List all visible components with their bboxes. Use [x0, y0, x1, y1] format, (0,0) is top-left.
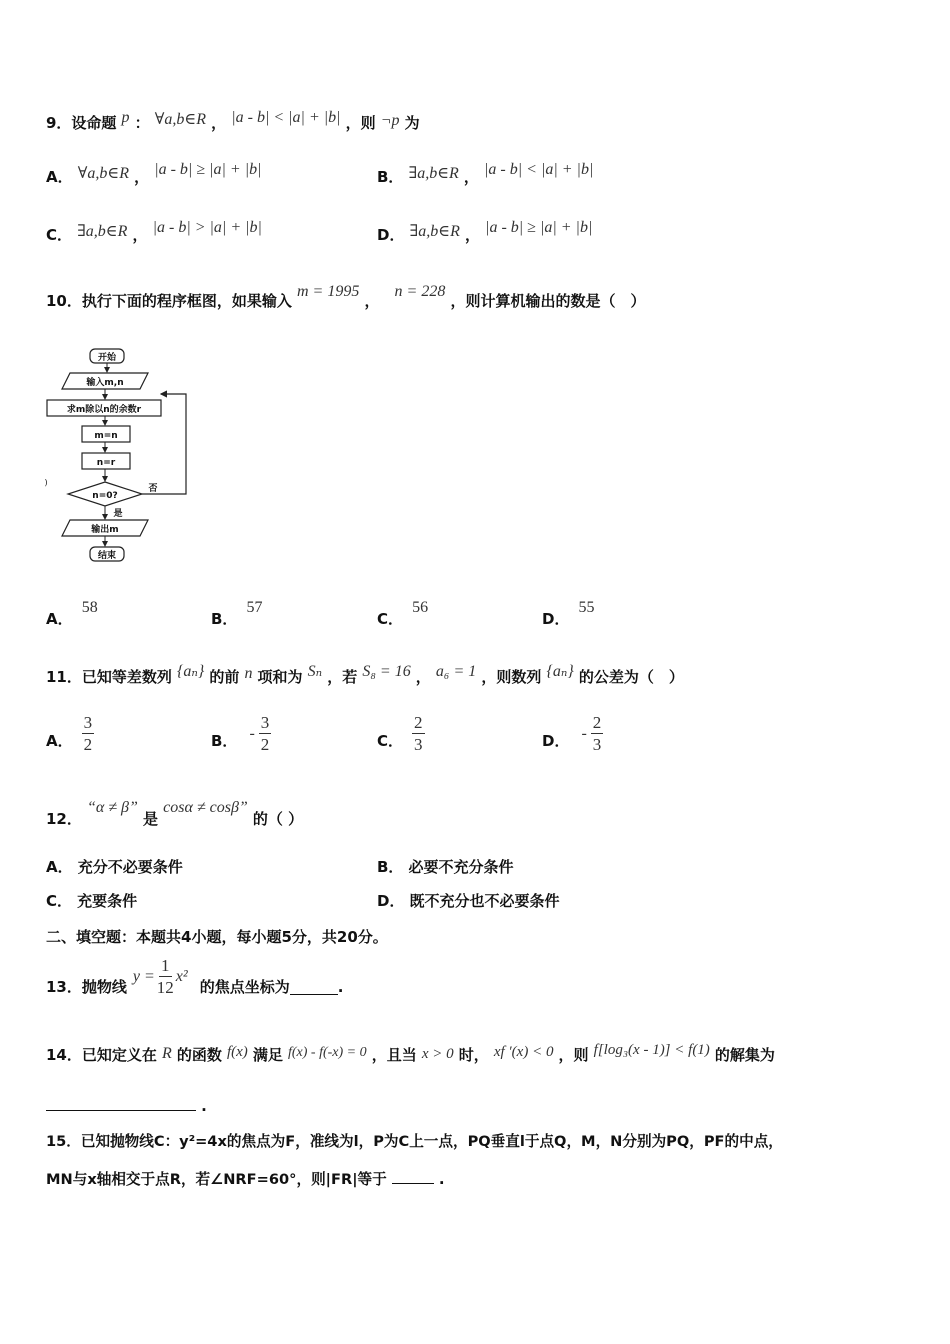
q11-stem — [46, 663, 684, 687]
q13-fraction — [157, 957, 174, 996]
q11-seq2: {aₙ} — [546, 663, 574, 680]
flowchart — [40, 345, 200, 570]
flow-output: 输出m — [91, 525, 119, 535]
q9-option-a-quant: ∀a,b∈R — [77, 165, 129, 182]
q9-option-b-label: B． — [377, 168, 404, 186]
q9-option-d[interactable]: D． ∃a,b∈R ， |a - b| ≥ |a| + |b| — [377, 219, 593, 244]
q11-option-d-sign: - — [581, 724, 587, 742]
q12-cond1: “α ≠ β” — [86, 799, 138, 816]
q13-period: . — [337, 977, 344, 996]
q12-option-b-label: B． — [377, 858, 404, 876]
q10-option-a[interactable] — [46, 596, 98, 628]
q11-mid1: 的前 — [209, 668, 240, 686]
q11-option-b-num: 3 — [260, 713, 270, 732]
q12-stem — [46, 799, 304, 829]
q10-option-d[interactable] — [542, 596, 595, 628]
q14-cond: x > 0 — [421, 1046, 454, 1062]
q9-end: 为 — [404, 114, 420, 132]
q11-seq: {aₙ} — [176, 663, 205, 680]
q14-mid5: ，则 — [558, 1046, 589, 1064]
q11-option-b[interactable] — [211, 714, 271, 753]
q11-option-c-den: 3 — [414, 735, 423, 754]
q9-option-c-label: C． — [46, 226, 73, 244]
q9-option-d-quant: ∃a,b∈R — [409, 223, 460, 240]
q12-option-a-text: 充分不必要条件 — [77, 858, 183, 876]
q14-eq: f(x) - f(-x) = 0 — [287, 1045, 367, 1060]
q10-option-a-value: 58 — [81, 599, 98, 616]
q9-option-d-ineq: |a - b| ≥ |a| + |b| — [485, 219, 593, 236]
flow-no-path — [142, 394, 186, 494]
section2-heading: 二、填空题：本题共4小题，每小题5分，共20分。 — [46, 928, 388, 946]
q9-option-a[interactable]: A． ∀a,b∈R ， |a - b| ≥ |a| + |b| — [46, 161, 262, 186]
flow-end: 结束 — [97, 551, 117, 561]
q10-n-value: n = 228 — [394, 283, 446, 300]
q13-end: 的焦点坐标为 — [199, 978, 290, 996]
q12-cond2: cosα ≠ cosβ” — [163, 799, 248, 816]
q12-option-a[interactable] — [46, 856, 183, 877]
q10-option-d-value: 55 — [578, 599, 595, 616]
q9-option-b-quant: ∃a,b∈R — [408, 165, 459, 182]
q11-s8: S₈ = 16 — [362, 663, 411, 680]
q9-colon: ： — [134, 114, 150, 132]
q12-option-b-text: 必要不充分条件 — [408, 858, 514, 876]
flow-decision: n=0? — [92, 491, 118, 501]
q11-mid2: 项和为 — [257, 668, 303, 686]
q11-sep: ， — [415, 668, 431, 686]
q11-option-d[interactable] — [542, 714, 603, 753]
q9-stem-text: 9．设命题 — [46, 114, 117, 132]
q14-stem — [46, 1044, 775, 1065]
q15-line2: MN与x轴相交于点R，若∠NRF=60°，则|FR|等于 — [46, 1171, 387, 1188]
q10-option-a-label: A． — [46, 610, 73, 628]
q10-option-c-value: 56 — [412, 599, 429, 616]
q10-m-value: m = 1995 — [296, 283, 360, 300]
flow-assign1: m=n — [94, 431, 118, 441]
q11-option-b-den: 2 — [260, 735, 270, 754]
q9-option-a-ineq: |a - b| ≥ |a| + |b| — [154, 161, 262, 178]
q13-stem-text: 13．抛物线 — [46, 978, 127, 996]
q13-num: 1 — [161, 956, 170, 975]
q12-end: 的（ ） — [252, 810, 304, 828]
q9-option-d-label: D． — [377, 226, 405, 244]
flow-start: 开始 — [97, 353, 117, 363]
q9-option-b-ineq: |a - b| < |a| + |b| — [484, 161, 594, 178]
q11-option-d-den: 3 — [592, 735, 602, 754]
q12-option-c-label: C． — [46, 892, 73, 910]
q14-period: . — [201, 1097, 207, 1115]
q9-option-c-ineq: |a - b| > |a| + |b| — [152, 219, 262, 236]
q11-n: n — [244, 665, 253, 682]
q11-stem-text: 11．已知等差数列 — [46, 668, 172, 686]
q9-comma: ， — [211, 114, 227, 132]
flow-input: 输入m,n — [86, 378, 124, 388]
flow-assign2: n=r — [96, 458, 116, 468]
q12-option-d-text: 既不充分也不必要条件 — [409, 892, 560, 910]
q14-fx: f(x) — [226, 1044, 248, 1060]
q11-option-c[interactable] — [377, 714, 425, 753]
q13-answer-blank[interactable] — [290, 980, 338, 995]
q9-ineq: |a - b| < |a| + |b| — [231, 109, 341, 126]
q14-ineq: f[log₃(x - 1)] < f(1) — [593, 1042, 710, 1058]
q10-option-b-value: 57 — [246, 599, 263, 616]
q11-option-a-den: 2 — [83, 735, 93, 754]
q15-line2-row — [46, 1168, 445, 1189]
q10-option-c[interactable] — [377, 596, 429, 628]
q11-option-c-label: C． — [377, 732, 404, 750]
q11-option-a-fraction — [82, 714, 95, 753]
q14-answer-line — [46, 1094, 207, 1115]
q11-option-d-label: D． — [542, 732, 570, 750]
q11-mid4: ，则数列 — [481, 668, 542, 686]
q11-end: 的公差为（ ） — [578, 668, 684, 686]
q13-stem — [46, 956, 343, 997]
q11-option-b-sign: - — [249, 724, 255, 742]
q12-option-b[interactable] — [377, 856, 514, 877]
q11-option-c-num: 2 — [414, 713, 423, 732]
q9-forall: ∀a,b∈R — [154, 111, 207, 128]
q13-y: y = — [132, 967, 155, 985]
q14-mid1: 的函数 — [176, 1046, 222, 1064]
q14-end: 的解集为 — [714, 1046, 775, 1064]
q10-end: ，则计算机输出的数是（ ） — [450, 292, 646, 310]
q10-option-d-label: D． — [542, 610, 570, 628]
q12-option-c-text: 充要条件 — [77, 892, 138, 910]
q12-option-c[interactable] — [46, 890, 137, 911]
q9-option-c[interactable]: C． ∃a,b∈R ， |a - b| > |a| + |b| — [46, 219, 262, 244]
q10-option-c-label: C． — [377, 610, 404, 628]
q14-answer-blank[interactable] — [46, 1094, 196, 1111]
flow-no: 否 — [148, 484, 158, 494]
flow-yes: 是 — [113, 509, 123, 519]
q9-option-b[interactable]: B． ∃a,b∈R ， |a - b| < |a| + |b| — [377, 161, 594, 186]
flow-mark: ) — [44, 478, 48, 487]
q9-p: p — [121, 109, 130, 126]
q9-stem — [46, 109, 420, 133]
q13-x2: x² — [175, 967, 188, 985]
q11-option-a-label: A． — [46, 732, 73, 750]
q12-num: 12． — [46, 810, 82, 828]
q14-mid3: ，且当 — [371, 1046, 417, 1064]
q9-notp: ¬p — [380, 112, 400, 129]
q15-line1: 15．已知抛物线C：y²=4x的焦点为F，准线为l，P为C上一点，PQ垂直l于点Q，M，N分别为PQ，PF的中点， — [46, 1133, 783, 1150]
q12-option-d-label: D． — [377, 892, 405, 910]
q15-period: . — [438, 1170, 445, 1188]
q9-then: ，则 — [345, 114, 376, 132]
q13-den: 12 — [156, 978, 174, 997]
q11-sn: Sₙ — [307, 663, 323, 680]
q11-option-a-num: 3 — [83, 713, 93, 732]
q12-option-d[interactable] — [377, 890, 560, 911]
q11-option-b-label: B． — [211, 732, 238, 750]
q14-stem-text: 14．已知定义在 — [46, 1046, 157, 1064]
q12-is: 是 — [143, 810, 159, 828]
q14-R: R — [161, 1045, 172, 1062]
q11-option-b-fraction — [259, 714, 272, 753]
q14-deriv: xf ′(x) < 0 — [493, 1044, 554, 1060]
q10-stem: 10．执行下面的程序框图，如果输入 m = 1995 ， n = 228 ，则计算机输出的数是（ ） — [46, 283, 646, 310]
q11-a6: a₆ = 1 — [435, 663, 477, 680]
q9-option-a-label: A． — [46, 168, 73, 186]
flow-mod: 求m除以n的余数r — [66, 405, 142, 415]
q10-stem-text: 10．执行下面的程序框图，如果输入 — [46, 292, 292, 310]
q11-option-a[interactable] — [46, 714, 94, 753]
q11-option-d-num: 2 — [592, 713, 602, 732]
q11-option-d-fraction — [591, 714, 604, 753]
q11-option-c-fraction — [412, 714, 425, 753]
q11-mid3: ，若 — [327, 668, 358, 686]
q10-option-b[interactable] — [211, 596, 263, 628]
q14-mid2: 满足 — [252, 1046, 283, 1064]
q9-option-c-quant: ∃a,b∈R — [77, 223, 128, 240]
q14-mid4: 时， — [458, 1046, 489, 1064]
q15-answer-blank[interactable] — [392, 1169, 434, 1184]
q12-option-a-label: A． — [46, 858, 73, 876]
q10-option-b-label: B． — [211, 610, 238, 628]
